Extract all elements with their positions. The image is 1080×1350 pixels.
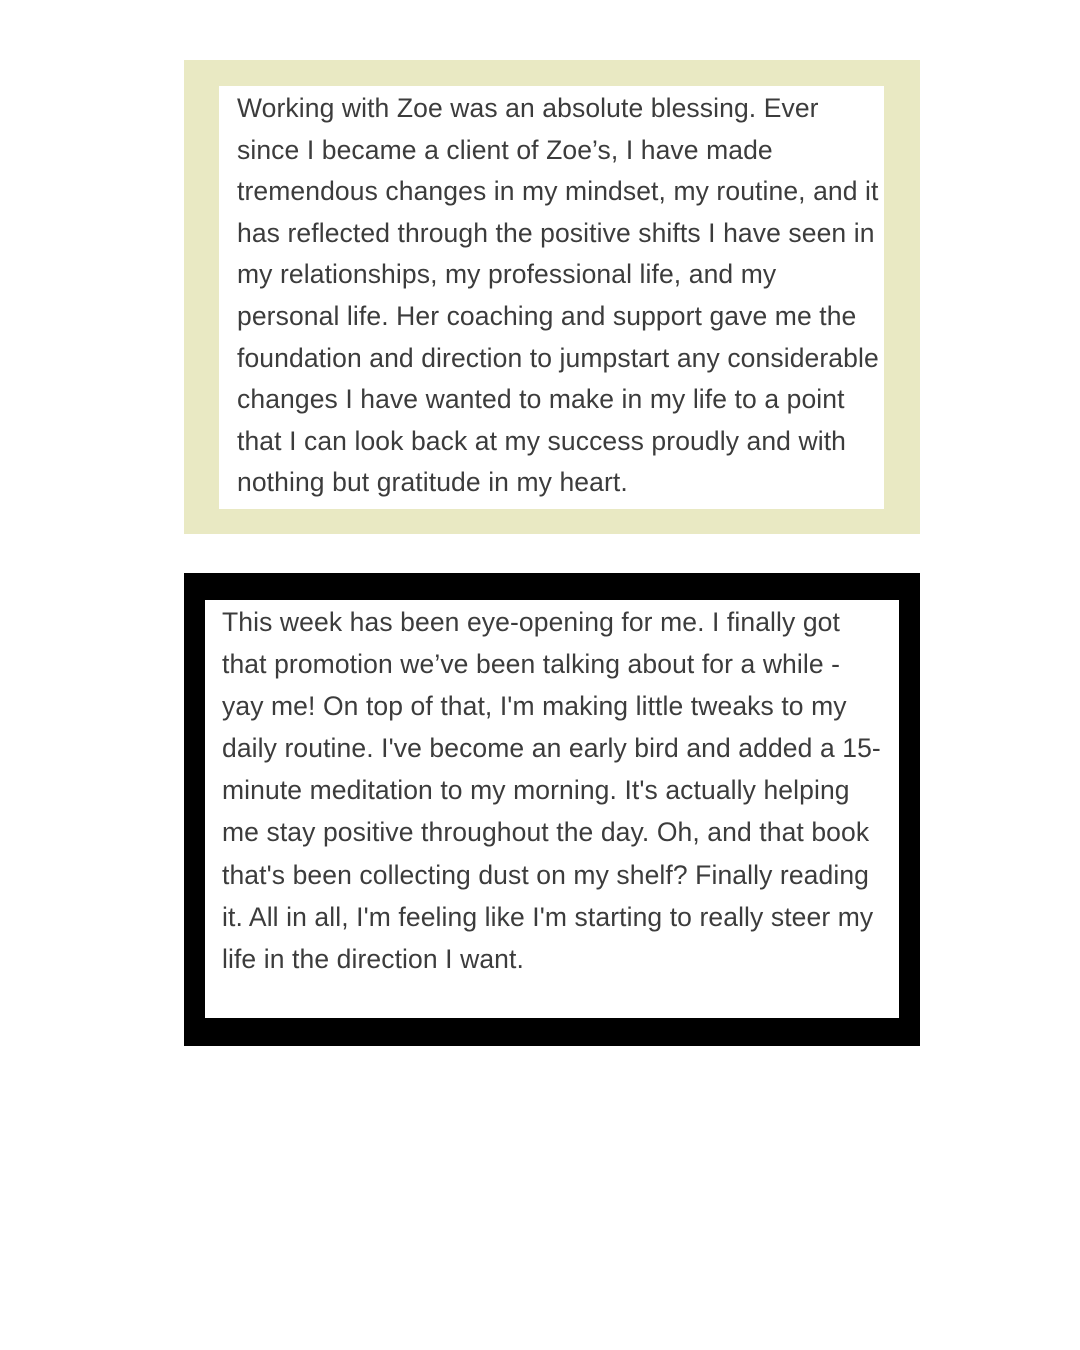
testimonial-card-2-body (205, 600, 899, 1018)
testimonial-text-1: Working with Zoe was an absolute blessing. Ever since I became a client of Zoe’s, I have made tremendous changes in my mindset, my routine, and it has reflected through the positive shifts I have seen in my relationships, my professional life, and my personal life. Her coaching and support gave me the foundation and direction to jumpstart any considerable changes I have wanted to make in my life to a point that I can look back at my success proudly and with nothing but gratitude in my heart. (237, 93, 879, 498)
testimonial-card-1 (184, 60, 920, 534)
testimonial-card-1-body (219, 86, 884, 509)
testimonial-card-2 (184, 573, 920, 1046)
testimonial-text-2: This week has been eye-opening for me. I finally got that promotion we’ve been talking about for a while - yay me! On top of that, I'm making little tweaks to my daily routine. I've become an early bird and added a 15-minute meditation to my morning. It's actually helping me stay positive throughout the day. Oh, and that book that's been collecting dust on my shelf? Finally reading it. All in all, I'm feeling like I'm starting to really steer my life in the direction I want. (222, 607, 881, 974)
